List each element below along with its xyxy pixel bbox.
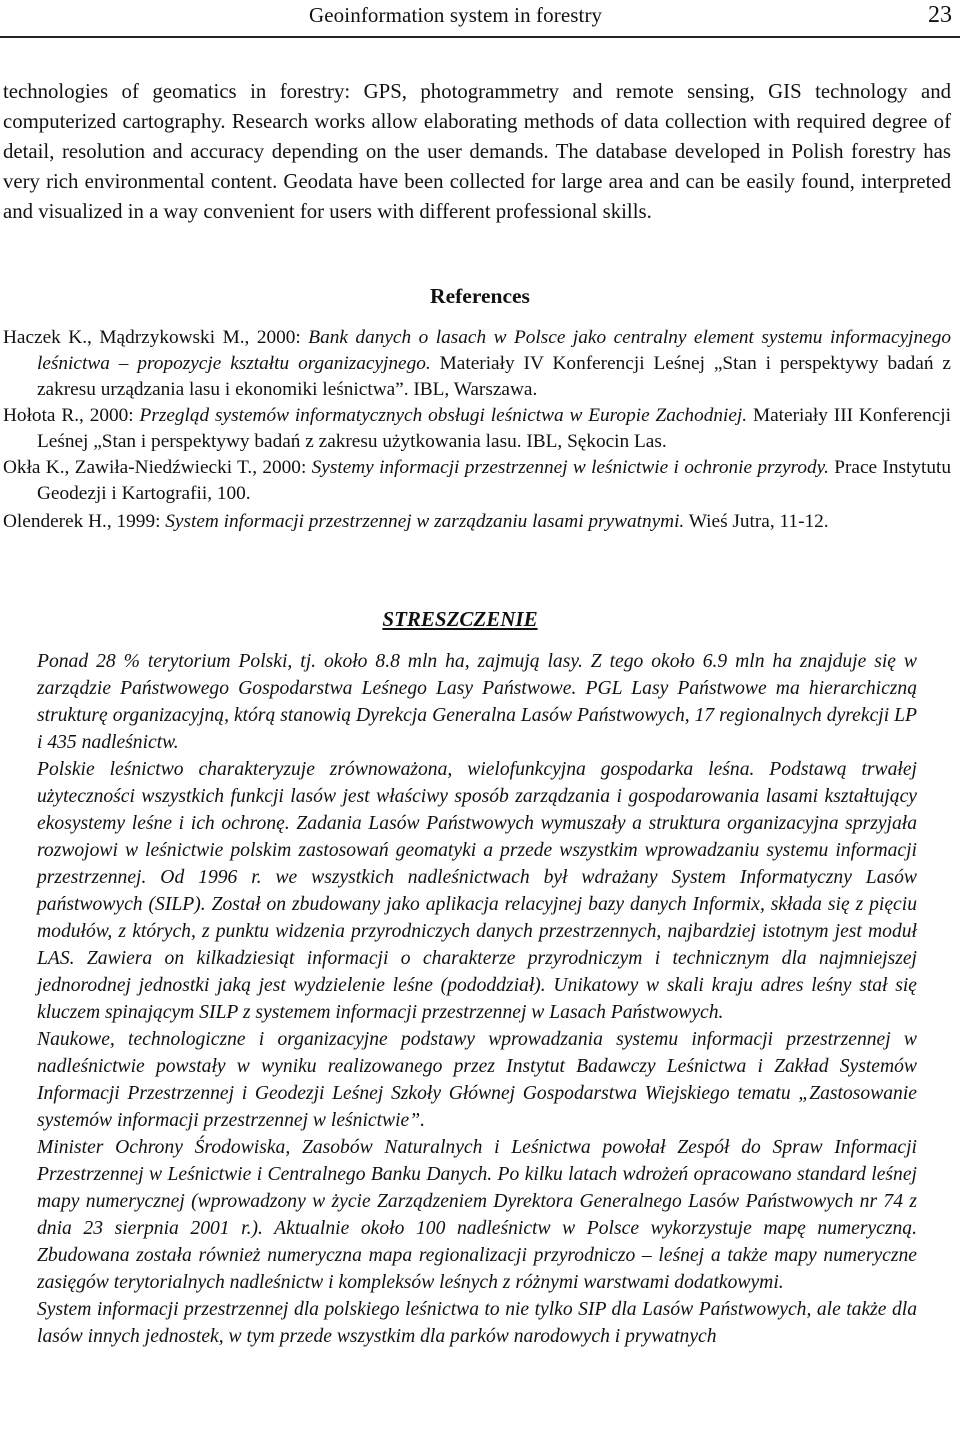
running-header (0, 0, 960, 38)
reference-authors: Okła K., Zawiła-Niedźwiecki T. (3, 457, 253, 478)
reference-authors: Olenderek H. (3, 511, 107, 532)
reference-authors: Haczek K., Mądrzykowski M. (3, 327, 245, 348)
page-number: 23 (928, 2, 952, 28)
abstract-paragraph: System informacji przestrzennej dla polskiego leśnictwa to nie tylko SIP dla Lasów Państwowych, ale także dla lasów innych jednostek, w tym przede wszystkim dla parków narodowych i prywatnych (37, 1299, 917, 1347)
reference-year: , 2000: (252, 457, 312, 478)
reference-title: Bank danych o lasach w Polsce jako centralny element systemu informacyjnego leśnictwa – propozycje kształtu organizacyjnego. (37, 327, 951, 374)
abstract-paragraph: Naukowe, technologiczne i organizacyjne podstawy wprowadzania systemu informacji przestrzennej w nadleśnictwie powstały w wyniku realizowanego przez Instytut Badawczy Leśnictwa i Zakład Systemów Informacji Przestrzennej i Geodezji Leśnej Szkoły Głównej Gospodarstwa Wiejskiego tematu „Zastosowanie systemów informacji przestrzennej w leśnictwie”. (37, 1029, 917, 1131)
references-heading: References (430, 284, 530, 308)
reference-item (3, 403, 951, 455)
reference-year: , 2000: (244, 327, 309, 348)
reference-title: System informacji przestrzennej w zarządzaniu lasami prywatnymi. (165, 511, 685, 532)
reference-source: Materiały III Konferencji Leśnej „Stan i perspektywy badań z zakresu użytkowania lasu. IBL, Sękocin Las. (37, 405, 952, 452)
reference-source: Prace Instytutu Geodezji i Kartografii, 100. (37, 457, 951, 504)
streszczenie-abstract (37, 648, 917, 1350)
reference-source: Wieś Jutra, 11-12. (684, 511, 829, 532)
streszczenie-heading: STRESZCZENIE (382, 607, 538, 631)
body-paragraph: technologies of geomatics in forestry: GPS, photogrammetry and remote sensing, GIS technology and computerized cartography. Research works allow elaborating methods of data collection with required degree of detail, resolution and accuracy depending on the user demands. The database developed in Polish forestry has very rich environmental content. Geodata have been collected for large area and can be easily found, interpreted and visualized in a way convenient for users with different professional skills. (3, 80, 951, 223)
running-title: Geoinformation system in forestry (309, 3, 603, 27)
abstract-paragraph: Polskie leśnictwo charakteryzuje zrównoważona, wielofunkcyjna gospodarka leśna. Podstawą trwałej użyteczności wszystkich funkcji lasów jest właściwy sposób zarządzania i gospodarowania lasami kształtujący ekosystemy leśne i ich ochronę. Zadania Lasów Państwowych wymuszały a struktura organizacyjna sprzyjała rozwojowi w leśnictwie polskim zastosowań geomatyki a przede wszystkim wprowadzaniu systemu informacji przestrzennej. Od 1996 r. we wszystkich nadleśnictwach był wdrażany System Informatyczny Lasów państwowych (SILP). Został on zbudowany jako aplikacja relacyjnej bazy danych Informix, składa się z pięciu modułów, z których, z punktu widzenia przyrodniczych danych przestrzennych, najbardziej istotnym jest moduł LAS. Zawiera on kilkadziesiąt informacji o charakterze przyrodniczym i technicznym dla najmniejszej jednorodnej jednostki jaką jest wydzielenie leśne (pododdział). Unikatowy w skali kraju adres leśny stał się kluczem spinającym SILP z systemem informacji przestrzennej w Lasach Państwowych. (37, 759, 917, 1023)
reference-year: , 1999: (106, 511, 166, 532)
reference-title: Systemy informacji przestrzennej w leśnictwie i ochronie przyrody. (311, 457, 829, 478)
reference-year: , 2000: (79, 405, 140, 426)
abstract-paragraph: Minister Ochrony Środowiska, Zasobów Naturalnych i Leśnictwa powołał Zespół do Spraw Informacji Przestrzennej w Leśnictwie i Centralnego Banku Danych. Po kilku latach wdrożeń opracowano standard leśnej mapy numerycznej (wprowadzony w życie Zarządzeniem Dyrektora Generalnego Lasów Państwowych nr 74 z dnia 23 sierpnia 2001 r.). Aktualnie około 100 nadleśnictw w Polsce wykorzystuje mapę numeryczną. Zbudowana została również numeryczna mapa regionalizacji przyrodniczo – leśnej a także mapy numeryczne zasięgów terytorialnych nadleśnictw i kompleksów leśnych z różnymi warstwami dodatkowymi. (37, 1137, 917, 1293)
reference-item (3, 455, 951, 507)
reference-title: Przegląd systemów informatycznych obsługi leśnictwa w Europie Zachodniej. (139, 405, 748, 426)
reference-source: Materiały IV Konferencji Leśnej „Stan i perspektywy badań z zakresu urządzania lasu i ekonomiki leśnictwa”. IBL, Warszawa. (37, 353, 951, 400)
reference-item (3, 325, 951, 403)
reference-authors: Hołota R. (3, 405, 80, 426)
reference-item (3, 507, 951, 537)
reference-list (3, 325, 951, 537)
abstract-paragraph: Ponad 28 % terytorium Polski, tj. około 8.8 mln ha, zajmują lasy. Z tego około 6.9 mln ha znajduje się w zarządzie Państwowego Gospodarstwa Leśnego Lasy Państwowe. PGL Lasy Państwowe ma hierarchiczną strukturę organizacyjną, którą stanowią Dyrekcja Generalna Lasów Państwowych, 17 regionalnych dyrekcji LP i 435 nadleśnictw. (37, 651, 917, 753)
